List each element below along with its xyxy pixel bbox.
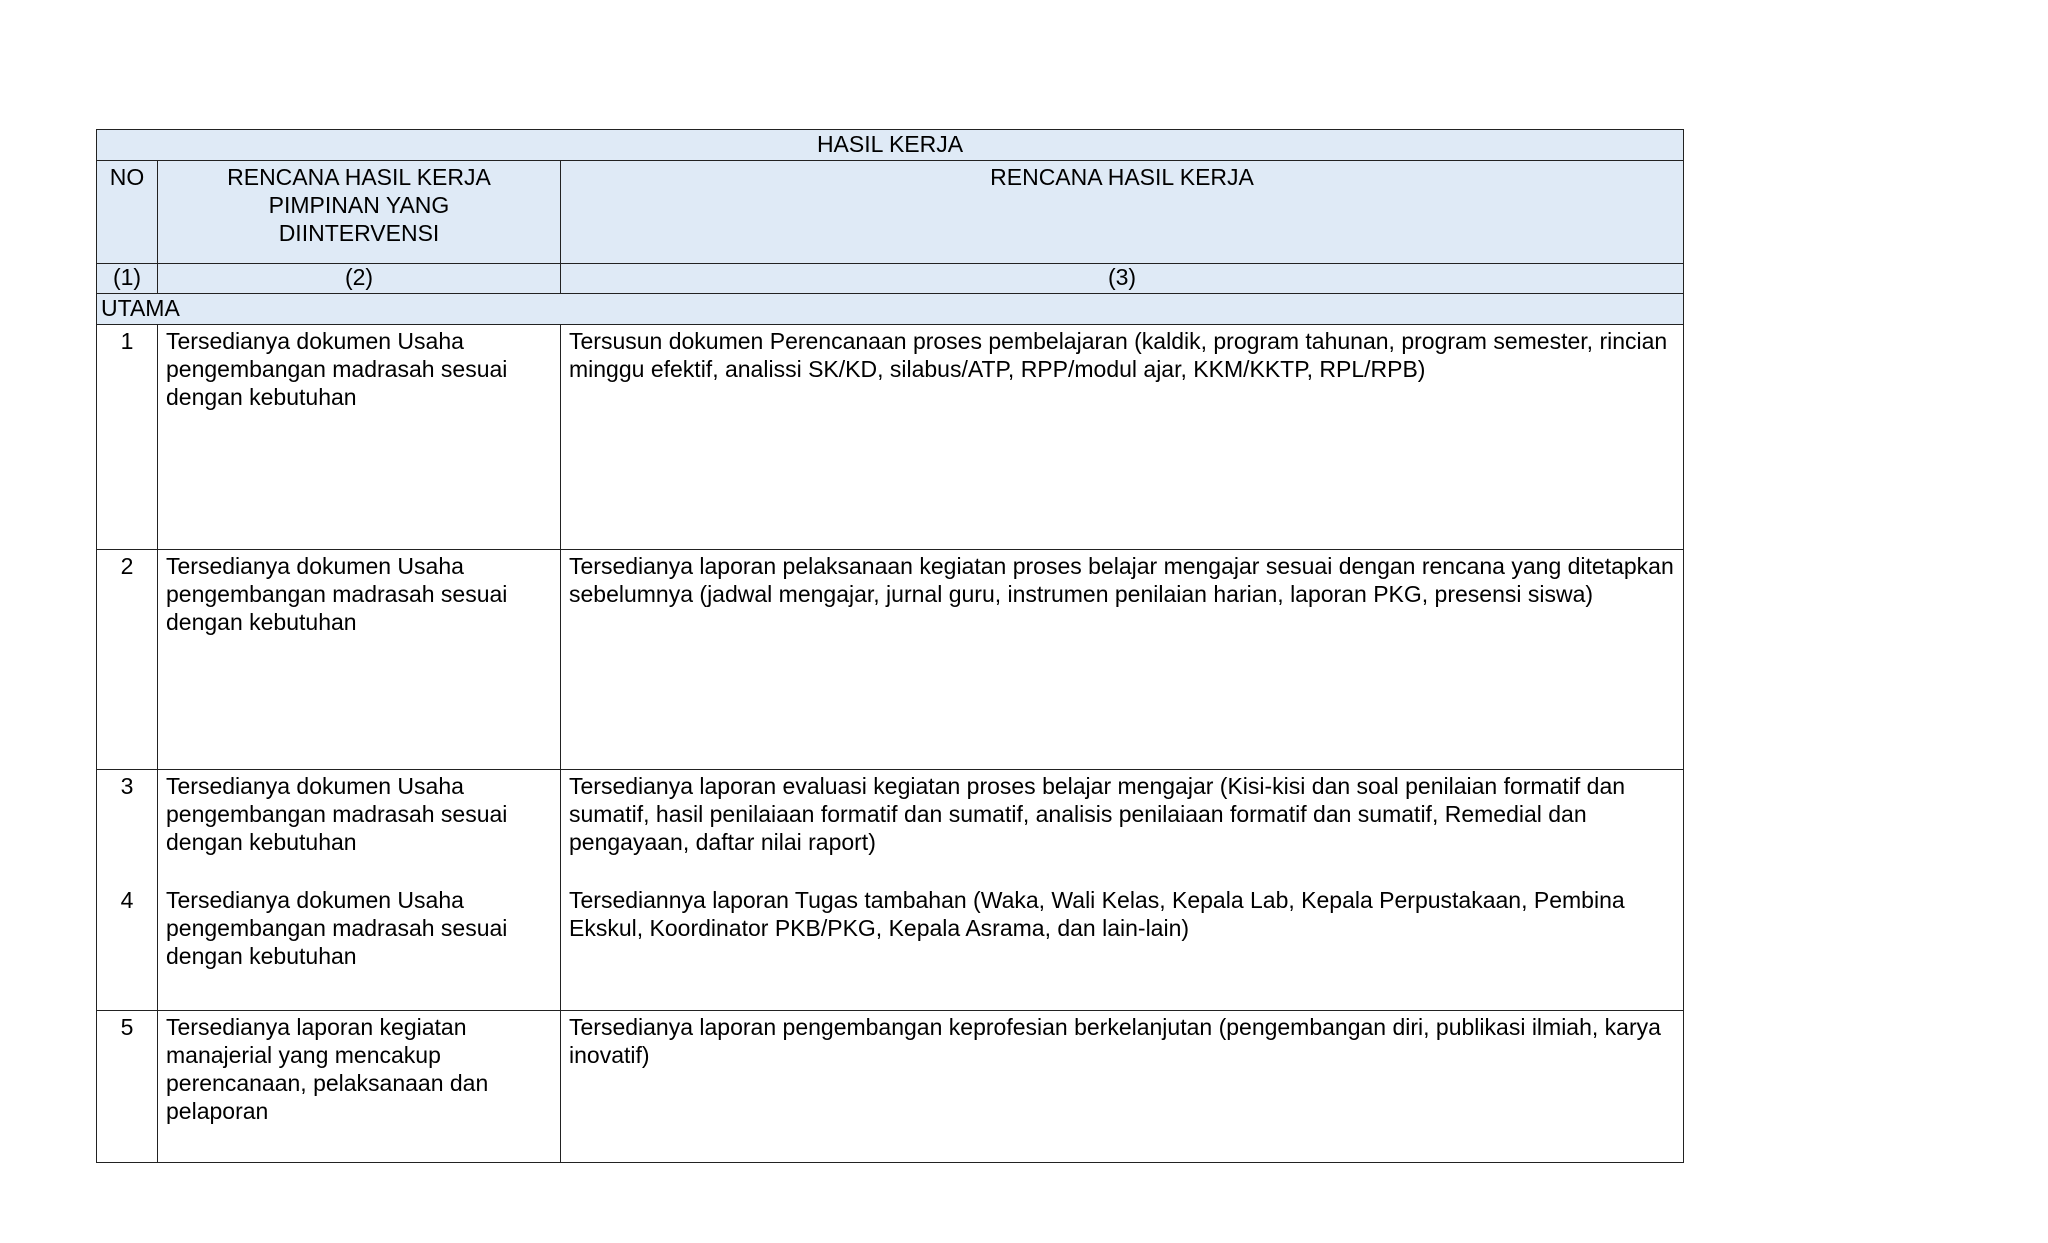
table-row xyxy=(97,1011,1684,1163)
work-plan-cell: Tersedianya laporan evaluasi kegiatan proses belajar mengajar (Kisi-kisi dan soal penilaian formatif dan sumatif, hasil penilaiaan formatif dan sumatif, analisis penilaiaan formatif dan sumatif, Remedial dan pengayaan, daftar nilai raport) xyxy=(569,773,1626,855)
row-number: 2 xyxy=(97,550,158,770)
table-row xyxy=(97,770,1684,1011)
header-no: NO xyxy=(97,161,158,264)
leader-plan-group xyxy=(158,770,561,1011)
row-number: 4 xyxy=(120,887,134,913)
column-number-row xyxy=(97,264,1684,294)
leader-plan-cell: Tersedianya laporan kegiatan manajerial yang mencakup perencanaan, pelaksanaan dan pelaporan xyxy=(158,1011,561,1163)
section-row xyxy=(97,294,1684,325)
work-plan-cell: Tersedianya laporan pelaksanaan kegiatan proses belajar mengajar sesuai dengan rencana yang ditetapkan sebelumnya (jadwal mengajar, jurnal guru, instrumen penilaian harian, laporan PKG, presensi siswa) xyxy=(561,550,1684,770)
row-number: 3 xyxy=(120,773,134,799)
header-work-plan: RENCANA HASIL KERJA xyxy=(561,161,1684,264)
hasil-kerja-table xyxy=(96,129,1684,1163)
leader-plan-cell: Tersedianya dokumen Usaha pengembangan madrasah sesuai dengan kebutuhan xyxy=(158,550,561,770)
leader-plan-cell: Tersedianya dokumen Usaha pengembangan madrasah sesuai dengan kebutuhan xyxy=(158,325,561,550)
table-title-row xyxy=(97,130,1684,161)
table-row xyxy=(97,325,1684,550)
column-number-1: (1) xyxy=(97,264,158,294)
row-number: 5 xyxy=(97,1011,158,1163)
section-label: UTAMA xyxy=(97,294,1684,325)
row-number: 1 xyxy=(97,325,158,550)
column-number-3: (3) xyxy=(561,264,1684,294)
leader-plan-cell: Tersedianya dokumen Usaha pengembangan madrasah sesuai dengan kebutuhan xyxy=(166,887,508,969)
header-row xyxy=(97,161,1684,264)
work-plan-cell: Tersediannya laporan Tugas tambahan (Waka, Wali Kelas, Kepala Lab, Kepala Perpustakaan, Pembina Ekskul, Koordinator PKB/PKG, Kepala Asrama, dan lain-lain) xyxy=(569,887,1625,941)
work-plan-cell: Tersedianya laporan pengembangan keprofesian berkelanjutan (pengembangan diri, publikasi ilmiah, karya inovatif) xyxy=(561,1011,1684,1163)
work-plan-cell: Tersusun dokumen Perencanaan proses pembelajaran (kaldik, program tahunan, program semester, rincian minggu efektif, analissi SK/KD, silabus/ATP, RPP/modul ajar, KKM/KKTP, RPL/RPB) xyxy=(561,325,1684,550)
row-number-group xyxy=(97,770,158,1011)
table-row xyxy=(97,550,1684,770)
table-title: HASIL KERJA xyxy=(97,130,1684,161)
column-number-2: (2) xyxy=(158,264,561,294)
leader-plan-cell: Tersedianya dokumen Usaha pengembangan madrasah sesuai dengan kebutuhan xyxy=(166,773,508,855)
header-leader-plan: RENCANA HASIL KERJA PIMPINAN YANG DIINTERVENSI xyxy=(158,161,561,264)
work-plan-group xyxy=(561,770,1684,1011)
